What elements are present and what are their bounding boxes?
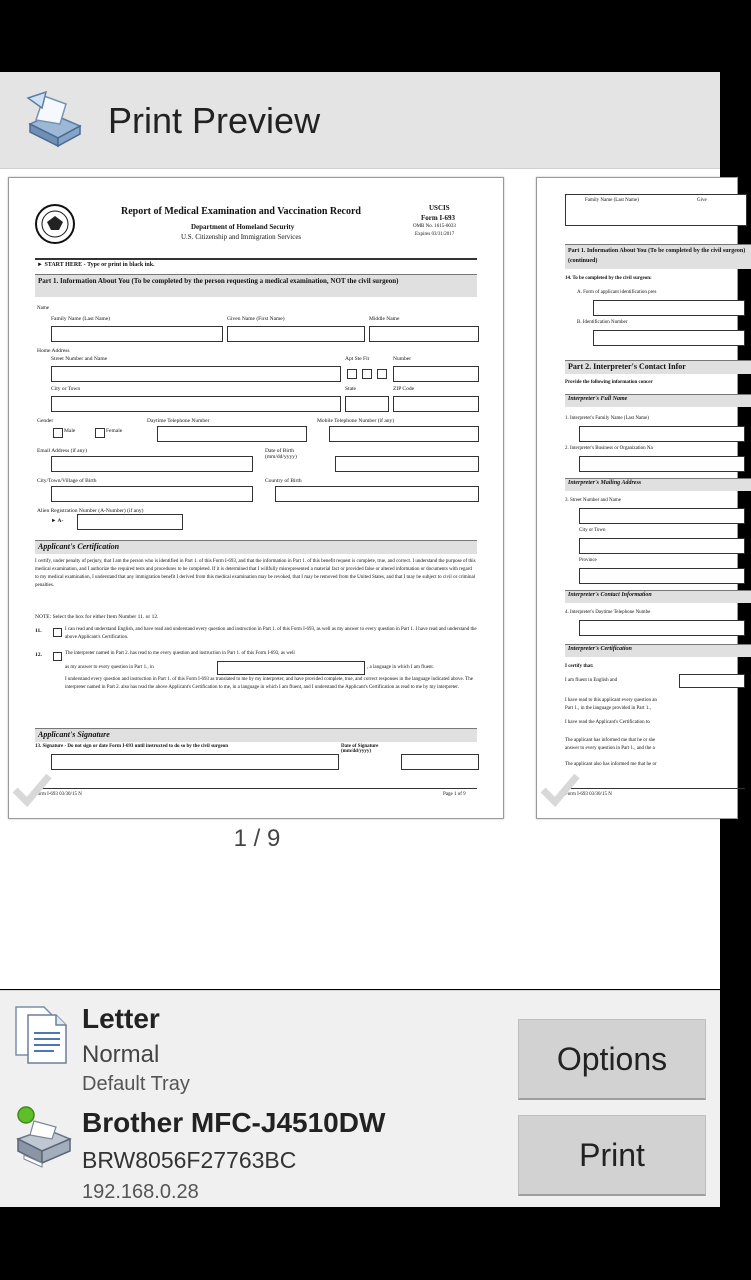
printer-app-icon[interactable] bbox=[22, 88, 86, 152]
item12-text: The interpreter named in Part 2. has read to me every question and instruction in Part 1. of this Form I-693, as well bbox=[65, 651, 295, 656]
street-label: Street Number and Name bbox=[51, 356, 108, 362]
p2-read3: I have read the Applicant's Certification to bbox=[565, 720, 650, 725]
p2-cert-header: Interpreter's Certification bbox=[565, 644, 751, 657]
p2-given-label: Give bbox=[697, 198, 707, 203]
p2-inf3: The applicant also has informed me that he or bbox=[565, 762, 657, 767]
form-number: Form I-693 bbox=[421, 214, 456, 222]
p2-mailing-header: Interpreter's Mailing Address bbox=[565, 478, 751, 491]
email-label: Email Address (if any) bbox=[37, 448, 87, 454]
city-label: City or Town bbox=[51, 386, 81, 392]
cert-text: I certify, under penalty of perjury, that I am the person who is identified in Part 1. of this Form I-693, and that the information in Part 1. of this benefit request is complete, true, and correct. I understand the purpose of this medical examination, and I authorize the required tests and procedures to be completed. If it is determined that I willfully misrepresented a material fact or provided false or altered information or documents with regard to my medical examination, I understand that any immigration benefit I derived from this medical examination may be revoked, that I may be removed from the United States, and that I may be subject to civil or criminal penalties. bbox=[35, 559, 476, 588]
sig-date-label: Date of Signature (mm/dd/yyyy) bbox=[341, 744, 379, 754]
anumber-label: Alien Registration Number (A-Number) (if any) bbox=[37, 508, 144, 514]
page-title: Print Preview bbox=[108, 100, 321, 141]
form-dept: Department of Homeland Security bbox=[191, 223, 295, 231]
item12-detail-text: I understand every question and instruction in Part 1. of this Form I-693 as translated to me by my interpreter, and have provided complete, true, and correct responses in the language indicated above. The interpreter named in Part 2. also has read the above Applicant's Certification to me, in a language in which I am fluent, and I understand the Applicant's Certification as read to me by my interpreter. bbox=[65, 677, 473, 690]
status-bar bbox=[0, 0, 720, 72]
p2-read1: I have read to this applicant every question an bbox=[565, 698, 657, 703]
mobile-phone-label: Mobile Telephone Number (if any) bbox=[317, 418, 395, 424]
family-name-label: Family Name (Last Name) bbox=[51, 316, 111, 322]
p2-item1: 1. Interpreter's Family Name (Last Name) bbox=[565, 416, 649, 421]
given-name-label: Given Name (First Name) bbox=[227, 316, 285, 322]
form-uscis: USCIS bbox=[429, 204, 450, 212]
country-birth-label: Country of Birth bbox=[265, 478, 302, 484]
printer-id: BRW8056F27763BC bbox=[82, 1147, 297, 1173]
print-settings-panel bbox=[0, 990, 720, 1207]
p2-family-label: Family Name (Last Name) bbox=[585, 198, 639, 203]
home-address-label: Home Address bbox=[37, 348, 70, 354]
p2-fluent: I am fluent in English and bbox=[565, 678, 618, 683]
sig-label: 13. Signature - Do not sign or date Form I-693 until instructed to do so by the civil surgeon bbox=[35, 744, 229, 749]
p2-city: City or Town bbox=[579, 528, 606, 533]
sig-header: Applicant's Signature bbox=[35, 728, 477, 742]
p2-certify: I certify that: bbox=[565, 664, 594, 669]
p2-interp-name-header: Interpreter's Full Name bbox=[565, 394, 751, 407]
form-expires: Expires 03/31/2017 bbox=[415, 232, 455, 237]
printer-icon[interactable] bbox=[12, 1105, 72, 1169]
preview-page-1[interactable]: Report of Medical Examination and Vaccination Record Department of Homeland Security U.S. Citizenship and Immigration Services USCIS Form I-693 OMB No. 1615-0033 Expires 03/31/2017 ► START HERE - Type or print in black ink. Part 1. Information About You (To be completed by the person requesting a medical examination, NOT the civil surgeon) Name Family Name (Last Name) Given Name (First Name) Middle Name Home Address Street Number and Name Apt Ste Flr Number City or Town State ZIP Code Gender Male Female Daytime Telephone Number Mobile Telephone Number (if any) Email Address (if any) Date of Birth (mm/dd/yyyy) City/Town/Village of Birth Country of Birth Alien Registration Number (A-Number) (if any) ► A- Applicant's Certification I certify, under penalty of perjury, that I am the person who is identified in Part 1. of this Form I-693, and that the information in Part 1. of this benefit request is complete, true, and correct. I understand the purpose of this medical examination, and I authorize the required tests and procedures to be completed. If it is determined that I willfully misrepresented a material fact or provided false or altered information or documents with regard to my medical examination, I understand that any immigration benefit I derived from this medical examination may be revoked, that I may be removed from the United States, and that I may be subject to civil or criminal penalties. NOTE: Select the box for either Item Number 11. or 12. 11. I can read and understand English, and have read and understand every question and instruction in Part 1. of this Form I-693, as well as my answer to every question in Part 1. I have read and understand the above Applicant's Certification. 12. The interpreter named in Part 2. has read to me every question and instruction in Part 1. of this Form I-693, as well as my answer to every question in Part 1., in , a language in which I am fluent. I understand every question and instruction in Part 1. of this Form I-693 as translated to me by my interpreter, and have provided complete, true, and correct responses in the language indicated above. The interpreter named in Part 2. also has read the above Applicant's Certification to me, in a language in which I am fluent, and I understand the Applicant's Certification as read to me by my interpreter. Applicant's Signature 13. Signature - Do not sign or date Form I-693 until instructed to do so by the civil surgeon Date of Signature (mm/dd/yyyy) Form I-693 03/30/15 N Page 1 of 9 bbox=[8, 177, 504, 819]
p2-item14b: B. Identification Number bbox=[577, 320, 628, 325]
middle-name-label: Middle Name bbox=[369, 316, 400, 322]
p2-read2: Part 1., in the language provided in Part 1., bbox=[565, 706, 651, 711]
p2-item4: 4. Interpreter's Daytime Telephone Numbe bbox=[565, 610, 651, 615]
checkmark-watermark-icon bbox=[539, 770, 579, 810]
printer-ip: 192.168.0.28 bbox=[82, 1181, 199, 1203]
p2-item14a: A. Form of applicant identification pres bbox=[577, 290, 657, 295]
state-label: State bbox=[345, 386, 356, 392]
dhs-seal-icon bbox=[35, 204, 75, 244]
p2-inf1: The applicant has informed me that he or she bbox=[565, 738, 656, 743]
print-quality: Normal bbox=[82, 1041, 160, 1068]
item11-text: I can read and understand English, and have read and understand every question and instruction in Part 1. of this Form I-693, as well as my answer to every question in Part 1. I have read and understand the above Applicant's Certification. bbox=[65, 627, 477, 640]
zip-label: ZIP Code bbox=[393, 386, 415, 392]
p2-footer-left: Form I-693 03/30/15 N bbox=[565, 792, 612, 797]
daytime-phone-label: Daytime Telephone Number bbox=[147, 418, 210, 424]
print-button[interactable]: Print bbox=[518, 1115, 706, 1196]
p2-part1-header: Part 1. Information About You (To be completed by the civil surgeon) (continued) bbox=[565, 244, 751, 269]
number-label: Number bbox=[393, 356, 412, 362]
p2-item2: 2. Interpreter's Business or Organization Na bbox=[565, 446, 653, 451]
p2-item14: 14. To be completed by the civil surgeon: bbox=[565, 276, 652, 281]
cert-header: Applicant's Certification bbox=[35, 540, 477, 554]
document-icon[interactable] bbox=[14, 1003, 70, 1065]
p2-item3: 3. Street Number and Name bbox=[565, 498, 621, 503]
preview-page-2[interactable] bbox=[536, 177, 746, 819]
form-title: Report of Medical Examination and Vaccination Record bbox=[121, 206, 361, 217]
checkmark-watermark-icon bbox=[11, 770, 51, 810]
p2-part2-header: Part 2. Interpreter's Contact Infor bbox=[565, 360, 751, 374]
part1-header: Part 1. Information About You (To be completed by the person requesting a medical examination, NOT the civil surgeon) bbox=[35, 274, 477, 297]
print-preview-area[interactable] bbox=[0, 169, 746, 989]
start-here: ► START HERE - Type or print in black ink. bbox=[37, 262, 155, 268]
p2-provide: Provide the following information concer bbox=[565, 380, 653, 385]
footer-left: Form I-693 03/30/15 N bbox=[35, 792, 82, 797]
app-toolbar bbox=[0, 72, 720, 169]
p2-contact-header: Interpreter's Contact Information bbox=[565, 590, 751, 603]
female-label: Female bbox=[106, 428, 123, 434]
name-label: Name bbox=[37, 306, 49, 311]
item12-lang-text: as my answer to every question in Part 1., in bbox=[65, 665, 154, 670]
printer-name[interactable]: Brother MFC-J4510DW bbox=[82, 1107, 386, 1138]
dob-label: Date of Birth (mm/dd/yyyy) bbox=[265, 448, 297, 460]
form-agency: U.S. Citizenship and Immigration Services bbox=[181, 233, 302, 241]
p2-inf2: answer to every question in Part 1., and the a bbox=[565, 746, 655, 751]
item12-fluent-text: , a language in which I am fluent. bbox=[367, 665, 435, 670]
city-birth-label: City/Town/Village of Birth bbox=[37, 478, 97, 484]
a-prefix: ► A- bbox=[51, 518, 64, 524]
paper-size[interactable]: Letter bbox=[82, 1003, 160, 1034]
paper-tray: Default Tray bbox=[82, 1073, 190, 1095]
footer-right: Page 1 of 9 bbox=[443, 792, 466, 797]
gender-label: Gender bbox=[37, 418, 54, 424]
options-button[interactable]: Options bbox=[518, 1019, 706, 1100]
page-counter: 1 / 9 bbox=[233, 825, 281, 852]
navigation-bar bbox=[0, 1207, 720, 1280]
note-text: NOTE: Select the box for either Item Number 11. or 12. bbox=[35, 614, 159, 620]
form-omb: OMB No. 1615-0033 bbox=[413, 224, 456, 229]
apt-label: Apt Ste Flr bbox=[345, 356, 370, 362]
p2-province: Province bbox=[579, 558, 597, 563]
male-label: Male bbox=[64, 428, 76, 434]
